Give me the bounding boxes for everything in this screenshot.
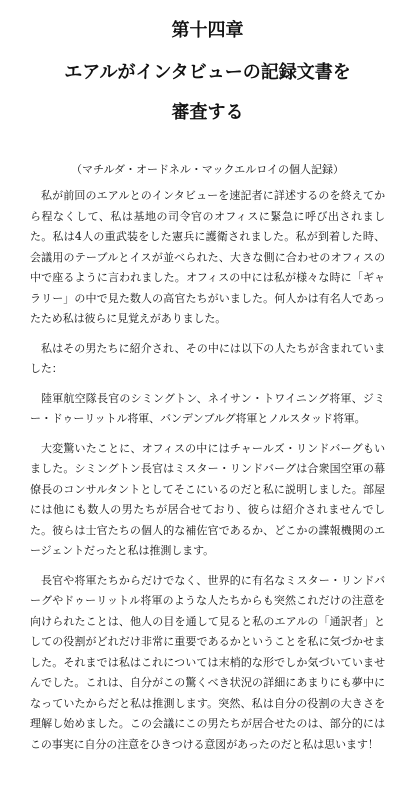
record-subtitle: （マチルダ・オードネル・マックエルロイの個人記録） — [71, 163, 344, 176]
paragraph-2: 私はその男たちに紹介され、その中には以下の人たちが含まれていました： — [30, 341, 385, 375]
chapter-title-line-2: 審査する — [171, 102, 244, 123]
paragraph-3: 陸軍航空隊長官のシミングトン、ネイサン・トワイニング将軍、ジミー・ドゥーリットル将軍、バンデンブルグ将軍とノルスタッド将軍。 — [30, 391, 385, 425]
paragraph-1: 私が前回のエアルとのインタビューを速記者に詳述するのを終えてから程なくして、私は基地の司令官のオフィスに緊急に呼び出されました。私は4人の重武装をした憲兵に護衛されました。私が到着した時、会議用のテーブルとイスが並べられた、大きな側に合わせのオフィスの中で座るように言われました。オフィスの中には私が様々な時に「ギャラリー」の中で見た数人の高官たちがいました。何人かは有名人であったため私は彼らに見覚えがありました。 — [30, 189, 385, 325]
paragraph-5: 長官や将軍たちからだけでなく、世界的に有名なミスター・リンドバーグやドゥーリットル将軍のような人たちからも突然これだけの注意を向けられたことは、他人の目を通して見ると私のエアルの「通訳者」としての役割がどれだけ非常に重要であるかということを私に気づかせました。それまでは私はこれについては末梢的な形でしか気づいていませんでした。これは、自分がこの驚くべき状況の詳細にあまりにも夢中になっていたからだと私は推測します。突然、私は自分の役割の大きさを理解し始めました。この会議にこの男たちが居合せたのは、部分的にはこの事実に自分の注意をひきつける意図があったのだと私は思います！ — [30, 573, 385, 751]
paragraph-4: 大変驚いたことに、オフィスの中にはチャールズ・リンドバーグもいました。シミングトン長官はミスター・リンドバーグは合衆国空軍の幕僚長のコンサルタントとしてそこにいるのだと私に説明しました。部屋には他にも数人の男たちが居合せており、彼らは紹介されませんでした。彼らは士官たちの個人的な補佐官であるか、どこかの諜報機関のエージェントだったと私は推測します。 — [30, 441, 385, 557]
chapter-title-line-1: エアルがインタビューの記録文書を — [64, 62, 351, 83]
chapter-number: 第十四章 — [171, 20, 244, 41]
